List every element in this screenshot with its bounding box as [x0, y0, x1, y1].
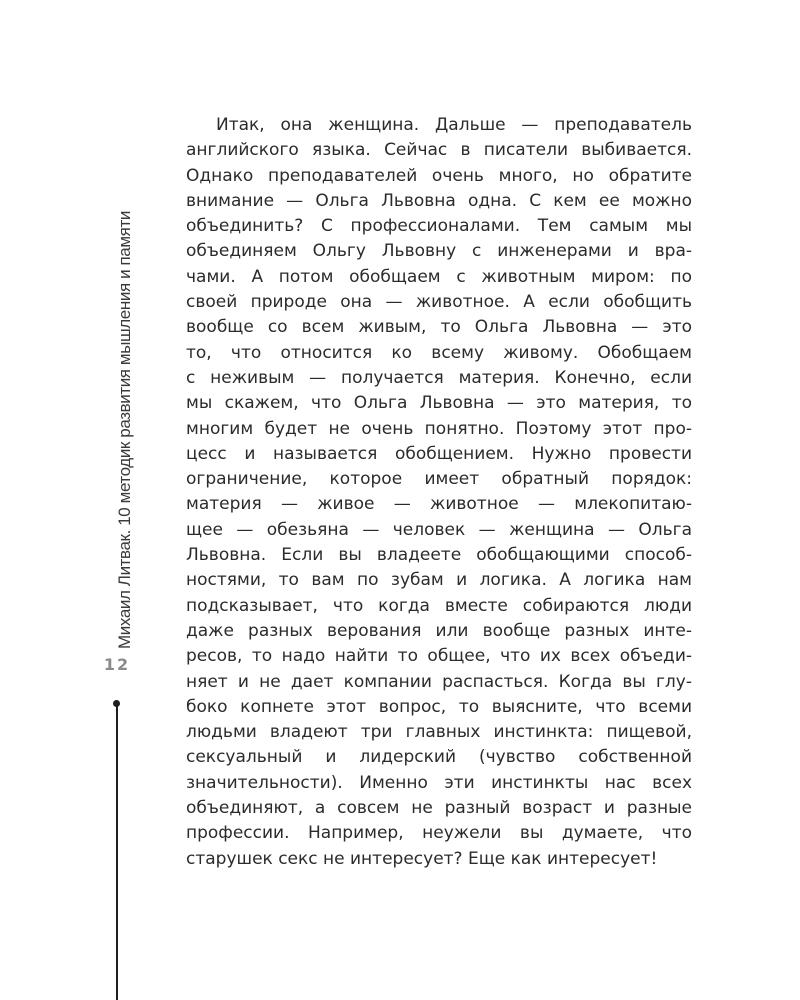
- text-line: Итак, она женщина. Дальше — преподаватель: [216, 115, 692, 135]
- running-header: Михаил Литвак. 10 методик развития мышления и памяти: [115, 211, 134, 649]
- text-line: объединяют, а совсем не разный возраст и разные: [186, 798, 692, 819]
- text-line: сексуальный и лидерский (чувство собственной: [186, 747, 692, 768]
- text-line: Однако преподавателей очень много, но обратите: [186, 165, 692, 186]
- text-line: значительности). Именно эти инстинкты нас всех: [186, 772, 692, 793]
- text-line: мы скажем, что Ольга Львовна — это материя, то: [186, 393, 692, 414]
- text-line: подсказывает, что когда вместе собираются люди: [186, 595, 692, 616]
- text-line: профессии. Например, неужели вы думаете, что: [186, 823, 692, 844]
- text-line: объединяем Ольгу Львовну с инженерами и вра-: [186, 241, 692, 262]
- text-line: старушек секс не интересует? Еще как интересует!: [186, 848, 658, 869]
- text-line: людьми владеют три главных инстинкта: пищевой,: [186, 722, 692, 743]
- text-line: ностями, то вам по зубам и логика. А логика нам: [186, 570, 692, 591]
- text-line: объединить? С профессионалами. Тем самым мы: [186, 216, 692, 237]
- text-line: щее — обезьяна — человек — женщина — Ольга: [186, 519, 692, 540]
- text-line: даже разных верования или вообще разных инте-: [186, 620, 692, 641]
- text-line: вообще со всем живым, то Ольга Львовна — это: [186, 317, 692, 338]
- body-text: [186, 113, 692, 872]
- text-line: многим будет не очень понятно. Поэтому этот про-: [186, 418, 692, 439]
- text-line: чами. А потом обобщаем с животным миром: по: [186, 266, 692, 287]
- text-line: английского языка. Сейчас в писатели выбивается.: [186, 140, 692, 161]
- text-line: няет и не дает компании распасться. Когда вы глу-: [186, 671, 692, 692]
- text-line: ограничение, которое имеет обратный порядок:: [186, 469, 692, 490]
- text-line: материя — живое — животное — млекопитаю-: [186, 494, 692, 515]
- text-line: ресов, то надо найти то общее, что их всех объеди-: [186, 646, 692, 667]
- text-line: цесс и называется обобщением. Нужно провести: [186, 443, 692, 464]
- text-line: с неживым — получается материя. Конечно, если: [186, 367, 692, 388]
- page-number: 12: [103, 655, 131, 674]
- margin-rule-line: [116, 705, 118, 1000]
- text-line: внимание — Ольга Львовна одна. С кем ее можно: [186, 190, 692, 211]
- text-line: то, что относится ко всему живому. Обобщаем: [186, 342, 692, 363]
- text-line: своей природе она — животное. А если обобщить: [186, 292, 692, 313]
- text-line: боко копнете этот вопрос, то выясните, что всеми: [186, 696, 692, 717]
- text-line: Львовна. Если вы владеете обобщающими способ-: [186, 545, 692, 566]
